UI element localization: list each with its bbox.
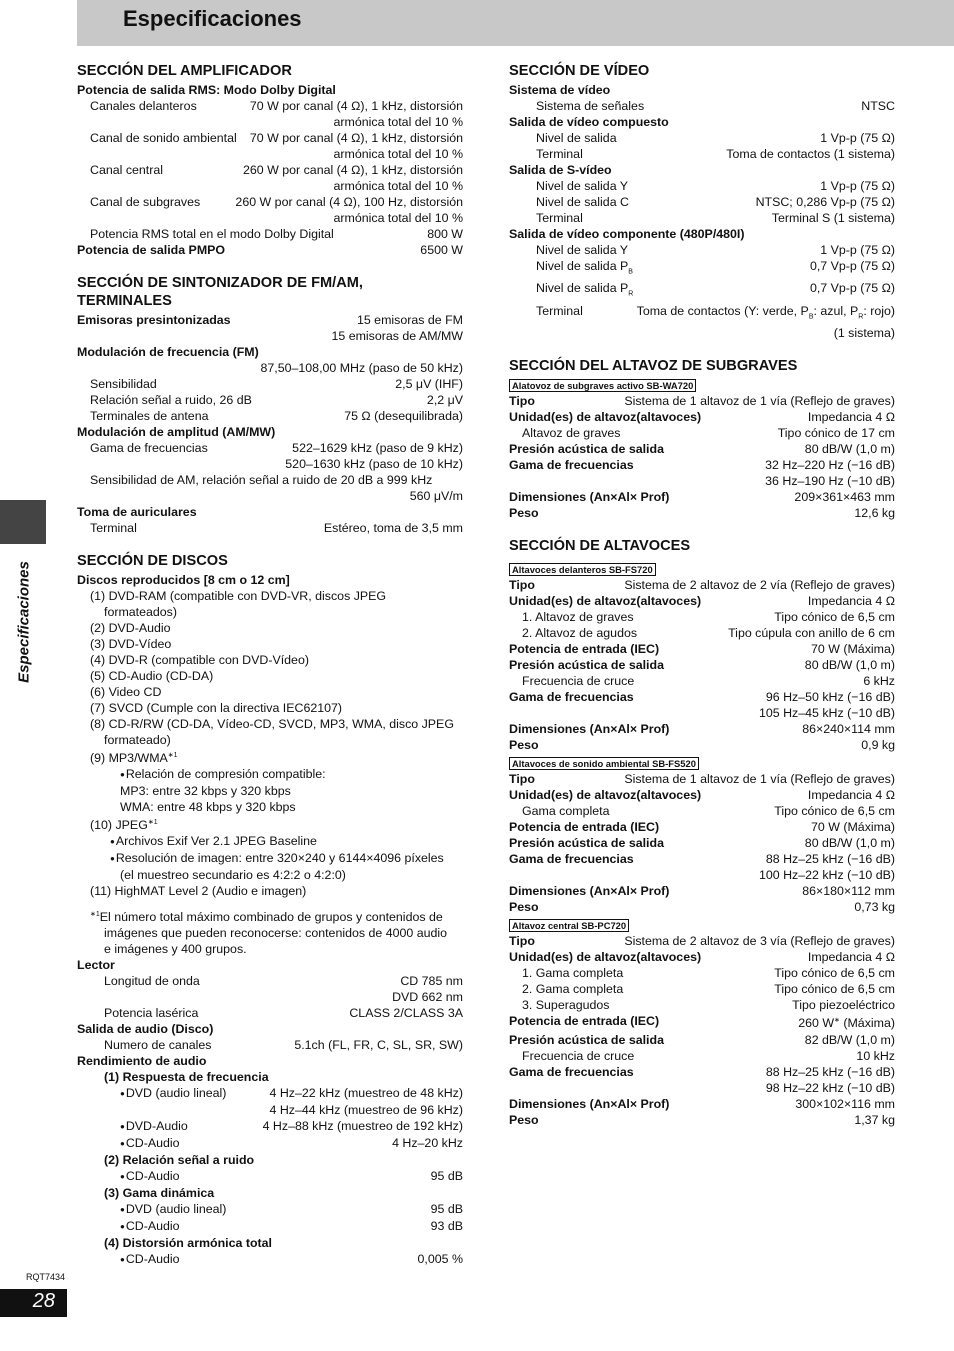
spec-row: Unidad(es) de altavoz(altavoces) Impedancia 4 Ω — [509, 594, 895, 609]
spec-value: DVD 662 nm — [392, 990, 463, 1005]
list-item: WMA: entre 48 kbps y 320 kbps — [120, 800, 296, 815]
spec-value: armónica total del 10 % — [333, 179, 463, 193]
spec-row: Unidad(es) de altavoz(altavoces) Impedancia 4 Ω — [509, 788, 895, 803]
spec-row: Unidad(es) de altavoz(altavoces) Impedancia 4 Ω — [509, 950, 895, 965]
list-item: (6) Video CD — [90, 685, 162, 699]
section-heading-video: SECCIÓN DE VÍDEO — [509, 63, 650, 79]
spec-row: Nivel de salida $P_B$ 0,7 Vp-p (75 Ω) — [536, 259, 895, 276]
spec-row: 3. Superagudos Tipo piezoeléctrico — [522, 998, 895, 1013]
spec-row: Gama de frecuencias 88 Hz–25 kHz (−16 dB) — [509, 1064, 895, 1079]
spec-row: Terminal Toma de contactos (Y: verde, $P_B$: azul, $P_R$: rojo) — [536, 303, 895, 321]
spec-value: 560 μV/m — [409, 489, 463, 503]
spec-row: Terminal Terminal S (1 sistema) — [536, 211, 895, 225]
spec-subtitle: (1) Respuesta de frecuencia — [104, 1070, 269, 1085]
spec-title: Sistema de vídeo — [509, 83, 611, 97]
spec-row: Gama de frecuencias 96 Hz–50 kHz (−16 dB) — [509, 690, 895, 705]
spec-row: Sistema de señales NTSC — [536, 99, 895, 113]
page-title: Especificaciones — [123, 6, 302, 31]
list-item: (7) SVCD (Cumple con la directiva IEC62107) — [90, 701, 343, 715]
section-heading-subwoofer: SECCIÓN DEL ALTAVOZ DE SUBGRAVES — [509, 358, 798, 375]
spec-row: Terminales de antena 75 Ω (desequilibrada) — [90, 409, 463, 423]
spec-row: Potencia de entrada (IEC) 70 W (Máxima) — [509, 642, 895, 657]
spec-row: Presión acústica de salida 80 dB/W (1,0 m) — [509, 658, 895, 673]
spec-subtitle: (2) Relación señal a ruido — [104, 1153, 255, 1168]
spec-row: Peso 12,6 kg — [509, 506, 895, 521]
section-heading-speakers: SECCIÓN DE ALTAVOCES — [509, 538, 691, 555]
spec-title: Salida de S-vídeo — [509, 163, 612, 177]
spec-row: Nivel de salida $P_R$ 0,7 Vp-p (75 Ω) — [536, 281, 895, 298]
list-item: formateado) — [104, 733, 171, 747]
list-item: MP3: entre 32 kbps y 320 kbps — [120, 784, 291, 799]
spec-value: 4 Hz–44 kHz (muestreo de 96 kHz) — [269, 1103, 463, 1118]
spec-value: (1 sistema) — [833, 326, 895, 341]
section-heading-amplifier: SECCIÓN DEL AMPLIFICADOR — [77, 63, 292, 79]
spec-value: armónica total del 10 % — [333, 115, 463, 129]
page-number: 28 — [32, 1290, 55, 1312]
spec-row: Potencia de salida PMPO 6500 W — [77, 243, 463, 257]
spec-row: Nivel de salida Y 1 Vp-p (75 Ω) — [536, 179, 895, 193]
list-item: ● Relación de compresión compatible: — [77, 766, 463, 783]
side-tab — [0, 500, 46, 544]
list-item: formateados) — [104, 605, 178, 619]
spec-title: Salida de vídeo compuesto — [509, 115, 669, 129]
spec-value: 15 emisoras de AM/MW — [331, 329, 463, 343]
header-bar — [77, 0, 954, 46]
list-item: (1) DVD-RAM (compatible con DVD-VR, discos JPEG — [90, 589, 387, 603]
spec-row: Unidad(es) de altavoz(altavoces) Impedancia 4 Ω — [509, 410, 895, 425]
left-column — [77, 62, 463, 1268]
spec-row: Nivel de salida 1 Vp-p (75 Ω) — [536, 131, 895, 145]
spec-row: Frecuencia de cruce 6 kHz — [522, 674, 895, 689]
spec-title: Toma de auriculares — [77, 505, 197, 519]
spec-row: Dimensiones (An×Al× Prof) 300×102×116 mm — [509, 1096, 895, 1111]
list-item: (9) $MP3/WMA^{∗1}$ — [90, 751, 178, 766]
spec-row: Frecuencia de cruce 10 kHz — [522, 1048, 895, 1063]
spec-row: Terminal Estéreo, toma de 3,5 mm — [90, 521, 463, 535]
spec-row: Tipo Sistema de 1 altavoz de 1 vía (Reflejo de graves) — [509, 772, 895, 787]
right-column — [509, 62, 895, 1128]
list-item: ● Resolución de imagen: entre 320×240 y 6144×4096 píxeles — [77, 850, 463, 867]
spec-row: Presión acústica de salida 80 dB/W (1,0 m) — [509, 442, 895, 457]
footnote: imágenes que pueden reconocerse: contenidos de 4000 audio — [104, 926, 448, 941]
model-label: Alatovoz de subgraves activo SB-WA720 — [509, 379, 696, 392]
spec-row: Terminal Toma de contactos (1 sistema) — [536, 147, 895, 161]
spec-title: Salida de audio (Disco) — [77, 1022, 214, 1037]
spec-row: Emisoras presintonizadas 15 emisoras de FM — [77, 313, 463, 327]
list-item: (10) $JPEG^{∗1}$ — [90, 818, 158, 833]
spec-row: 1. Altavoz de graves Tipo cónico de 6,5 cm — [522, 610, 895, 625]
spec-row: Canal central 260 W por canal (4 Ω), 1 kHz, distorsión — [90, 163, 463, 177]
spec-row: Tipo Sistema de 2 altavoz de 2 vía (Reflejo de graves) — [509, 578, 895, 593]
spec-row: Peso 0,73 kg — [509, 900, 895, 915]
list-item: (2) DVD-Audio — [90, 621, 171, 635]
spec-title: Modulación de frecuencia (FM) — [77, 345, 259, 359]
spec-row: Longitud de onda CD 785 nm — [104, 974, 463, 989]
list-item: (11) HighMAT Level 2 (Audio e imagen) — [90, 884, 307, 899]
list-item: ● Archivos Exif Ver 2.1 JPEG Baseline — [77, 833, 463, 850]
spec-row: Gama de frecuencias 522–1629 kHz (paso de 9 kHz) — [90, 441, 463, 455]
spec-text: Sensibilidad de AM, relación señal a ruido de 20 dB a 999 kHz — [90, 473, 433, 487]
model-label: Altavoz central SB-PC720 — [509, 919, 629, 932]
spec-row: Tipo Sistema de 1 altavoz de 1 vía (Reflejo de graves) — [509, 394, 895, 409]
spec-row: Dimensiones (An×Al× Prof) 209×361×463 mm — [509, 490, 895, 505]
spec-value: 36 Hz–190 Hz (−10 dB) — [765, 474, 895, 489]
spec-row: Canales delanteros 70 W por canal (4 Ω), 1 kHz, distorsión — [90, 99, 463, 113]
spec-row: ● DVD (audio lineal) 95 dB — [77, 1201, 463, 1218]
spec-row: ● CD-Audio 4 Hz–20 kHz — [77, 1135, 463, 1152]
list-item: (3) DVD-Vídeo — [90, 637, 172, 651]
document-code: RQT7434 — [26, 1272, 66, 1282]
side-label: Especificaciones — [15, 561, 33, 683]
list-item: (4) DVD-R (compatible con DVD-Vídeo) — [90, 653, 309, 667]
spec-row: ● DVD (audio lineal) 4 Hz–22 kHz (muestreo de 48 kHz) — [77, 1085, 463, 1102]
spec-row: Dimensiones (An×Al× Prof) 86×240×114 mm — [509, 722, 895, 737]
spec-row: ● DVD-Audio 4 Hz–88 kHz (muestreo de 192 kHz) — [77, 1118, 463, 1135]
spec-row: Gama completa Tipo cónico de 6,5 cm — [522, 804, 895, 819]
footnote: e imágenes y 400 grupos. — [104, 942, 247, 957]
spec-row: Gama de frecuencias 32 Hz–220 Hz (−16 dB) — [509, 458, 895, 473]
spec-row: ● CD-Audio 0,005 % — [77, 1251, 463, 1268]
model-label: Altavoces de sonido ambiental SB-FS520 — [509, 757, 699, 770]
spec-value: 98 Hz–22 kHz (−10 dB) — [765, 1080, 895, 1095]
spec-value: armónica total del 10 % — [333, 211, 463, 225]
spec-row: Nivel de salida C NTSC; 0,286 Vp-p (75 Ω) — [536, 195, 895, 209]
spec-row: Sensibilidad 2,5 μV (IHF) — [90, 377, 463, 391]
spec-row: ● CD-Audio 93 dB — [77, 1218, 463, 1235]
list-item: (el muestreo secundario es 4:2:2 o 4:2:0) — [120, 868, 346, 883]
spec-row: 1. Gama completa Tipo cónico de 6,5 cm — [522, 966, 895, 981]
spec-row: Tipo Sistema de 2 altavoz de 3 vía (Reflejo de graves) — [509, 934, 895, 949]
spec-row: 2. Gama completa Tipo cónico de 6,5 cm — [522, 982, 895, 997]
list-item: (5) CD-Audio (CD-DA) — [90, 669, 214, 683]
spec-row: Presión acústica de salida 80 dB/W (1,0 m) — [509, 836, 895, 851]
spec-row: Relación señal a ruido, 26 dB 2,2 μV — [90, 393, 463, 407]
spec-row: Nivel de salida Y 1 Vp-p (75 Ω) — [536, 243, 895, 257]
spec-title: Modulación de amplitud (AM/MW) — [77, 425, 276, 439]
spec-value: armónica total del 10 % — [333, 147, 463, 161]
spec-value: 520–1630 kHz (paso de 10 kHz) — [285, 457, 463, 471]
spec-subtitle: (3) Gama dinámica — [104, 1186, 215, 1201]
model-label: Altavoces delanteros SB-FS720 — [509, 563, 656, 576]
spec-title: Salida de vídeo componente (480P/480I) — [509, 227, 745, 241]
spec-row: Potencia de entrada (IEC) 260 W∗ (Máxima) — [509, 1014, 895, 1031]
spec-title: Lector — [77, 958, 115, 973]
page-number-box — [0, 1289, 67, 1317]
spec-row: Potencia lasérica CLASS 2/CLASS 3A — [104, 1006, 463, 1021]
spec-row: Canal de subgraves 260 W por canal (4 Ω), 100 Hz, distorsión — [90, 195, 463, 209]
spec-row: ● CD-Audio 95 dB — [77, 1168, 463, 1185]
spec-row: Altavoz de graves Tipo cónico de 17 cm — [522, 426, 895, 441]
spec-subtitle: (4) Distorsión armónica total — [104, 1236, 272, 1251]
section-heading-tuner: SECCIÓN DE SINTONIZADOR DE FM/AM, TERMINALES — [77, 275, 363, 309]
spec-row: Presión acústica de salida 82 dB/W (1,0 m) — [509, 1032, 895, 1047]
spec-title: Rendimiento de audio — [77, 1054, 207, 1069]
spec-row: Gama de frecuencias 88 Hz–25 kHz (−16 dB) — [509, 852, 895, 867]
spec-value: 100 Hz–22 kHz (−10 dB) — [758, 868, 895, 883]
spec-value: 105 Hz–45 kHz (−10 dB) — [758, 706, 895, 721]
list-item: (8) CD-R/RW (CD-DA, Vídeo-CD, SVCD, MP3, WMA, disco JPEG — [90, 717, 454, 731]
spec-row: Numero de canales 5.1ch (FL, FR, C, SL, SR, SW) — [104, 1038, 463, 1053]
spec-row: Potencia RMS total en el modo Dolby Digital 800 W — [90, 227, 463, 241]
spec-title: Discos reproducidos [8 cm o 12 cm] — [77, 573, 290, 587]
spec-row: Peso 1,37 kg — [509, 1112, 895, 1127]
spec-row: Canal de sonido ambiental 70 W por canal (4 Ω), 1 kHz, distorsión — [90, 131, 463, 145]
spec-row: Potencia de entrada (IEC) 70 W (Máxima) — [509, 820, 895, 835]
spec-row: 2. Altavoz de agudos Tipo cúpula con anillo de 6 cm — [522, 626, 895, 641]
section-heading-discs: SECCIÓN DE DISCOS — [77, 553, 228, 569]
spec-row: Dimensiones (An×Al× Prof) 86×180×112 mm — [509, 884, 895, 899]
footnote: $^{∗1}$El número total máximo combinado de grupos y contenidos de — [90, 910, 443, 925]
spec-value: 87,50–108,00 MHz (paso de 50 kHz) — [260, 361, 463, 375]
spec-row: Peso 0,9 kg — [509, 738, 895, 753]
spec-title: Potencia de salida RMS: Modo Dolby Digital — [77, 83, 336, 97]
